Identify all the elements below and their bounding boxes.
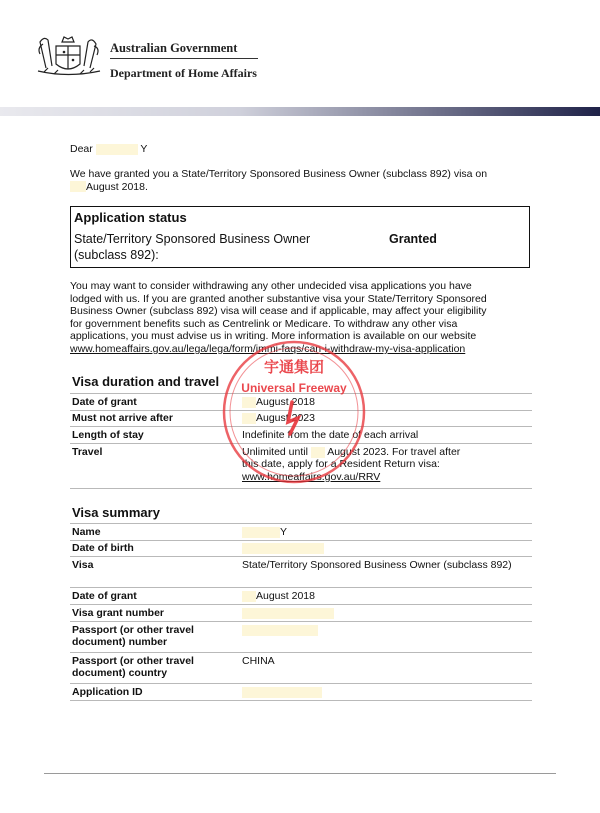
government-name: Australian Government xyxy=(110,41,238,55)
salutation xyxy=(70,143,147,156)
row-value: State/Territory Sponsored Business Owner (subclass 892) xyxy=(242,559,512,571)
advice-line: You may want to consider withdrawing any other undecided visa applications you have xyxy=(70,280,472,292)
redacted-field xyxy=(70,181,86,192)
table-row xyxy=(70,588,532,605)
table-row xyxy=(70,540,532,557)
summary-section-title: Visa summary xyxy=(72,505,160,520)
footer-divider xyxy=(44,773,556,774)
salutation-name: Y xyxy=(140,143,148,155)
row-value: August 2023 xyxy=(242,412,522,424)
table-row xyxy=(70,653,532,684)
coat-of-arms-icon xyxy=(34,28,104,78)
row-value: August 2018 xyxy=(242,396,522,408)
withdraw-application-link[interactable]: www.homeaffairs.gov.au/lega/lega/form/immi-faqs/can-i-withdraw-my-visa-application xyxy=(70,342,466,355)
row-label: Passport (or other travel document) number xyxy=(72,624,194,649)
row-value: Indefinite from the date of each arrival xyxy=(242,429,419,441)
intro-line xyxy=(70,181,540,194)
department-name: Department of Home Affairs xyxy=(110,66,257,80)
intro-date-text: August 2018. xyxy=(86,180,148,193)
company-stamp-icon xyxy=(220,338,368,486)
row-label: Visa xyxy=(72,559,94,571)
status-visa-name: State/Territory Sponsored Business Owner (subclass 892): xyxy=(74,232,311,262)
row-label: Application ID xyxy=(72,686,143,698)
status-value: Granted xyxy=(389,232,437,246)
intro-line: We have granted you a State/Territory Sponsored Business Owner (subclass 892) visa on xyxy=(70,168,488,180)
stamp-chinese-text: 宇通集团 xyxy=(263,358,325,376)
row-label: Must not arrive after xyxy=(72,412,173,424)
resident-return-visa-link[interactable]: www.homeaffairs.gov.au/RRV xyxy=(242,470,381,483)
row-label: Date of birth xyxy=(72,542,134,554)
stamp-english-text: Universal Freeway xyxy=(241,381,347,395)
advice-line: applications, you must advise us in writing. More information is available on our website xyxy=(70,330,477,343)
row-value xyxy=(242,686,522,698)
advice-line: for government benefits such as Centrelink or Medicare. To withdraw any other visa xyxy=(70,317,458,330)
table-row xyxy=(70,557,532,588)
row-value xyxy=(242,542,522,554)
row-label: Date of grant xyxy=(72,396,137,408)
duration-section-title: Visa duration and travel xyxy=(72,374,220,389)
row-label: Visa grant number xyxy=(72,607,164,619)
table-row xyxy=(70,684,532,701)
row-value: August 2018 xyxy=(242,590,522,602)
table-row xyxy=(70,523,532,541)
application-status-box xyxy=(70,206,530,268)
row-label: Length of stay xyxy=(72,429,144,441)
row-value: Unlimited until August 2023. For travel after this date, apply for a Resident Return visa: www.homeaffairs.gov.au/RRV xyxy=(242,446,461,483)
status-title: Application status xyxy=(74,210,187,225)
header-divider xyxy=(110,58,258,59)
advice-line: Business Owner (subclass 892) visa will cease and if applicable, may affect your eligibility xyxy=(70,305,487,318)
header-color-bar xyxy=(0,107,600,116)
row-value: Y xyxy=(242,526,522,538)
redacted-field xyxy=(96,144,138,155)
row-value xyxy=(242,624,522,636)
table-row xyxy=(70,605,532,622)
letterhead xyxy=(0,0,600,112)
table-row xyxy=(70,622,532,653)
advice-line: lodged with us. If you are granted another substantive visa your State/Territory Sponsored xyxy=(70,292,487,305)
salutation-prefix: Dear xyxy=(70,143,93,155)
row-value xyxy=(242,607,522,619)
row-label: Date of grant xyxy=(72,590,137,602)
intro-paragraph xyxy=(70,168,540,193)
row-label: Name xyxy=(72,526,101,538)
row-label: Passport (or other travel document) country xyxy=(72,655,194,680)
row-value: CHINA xyxy=(242,655,275,667)
row-label: Travel xyxy=(72,446,103,458)
